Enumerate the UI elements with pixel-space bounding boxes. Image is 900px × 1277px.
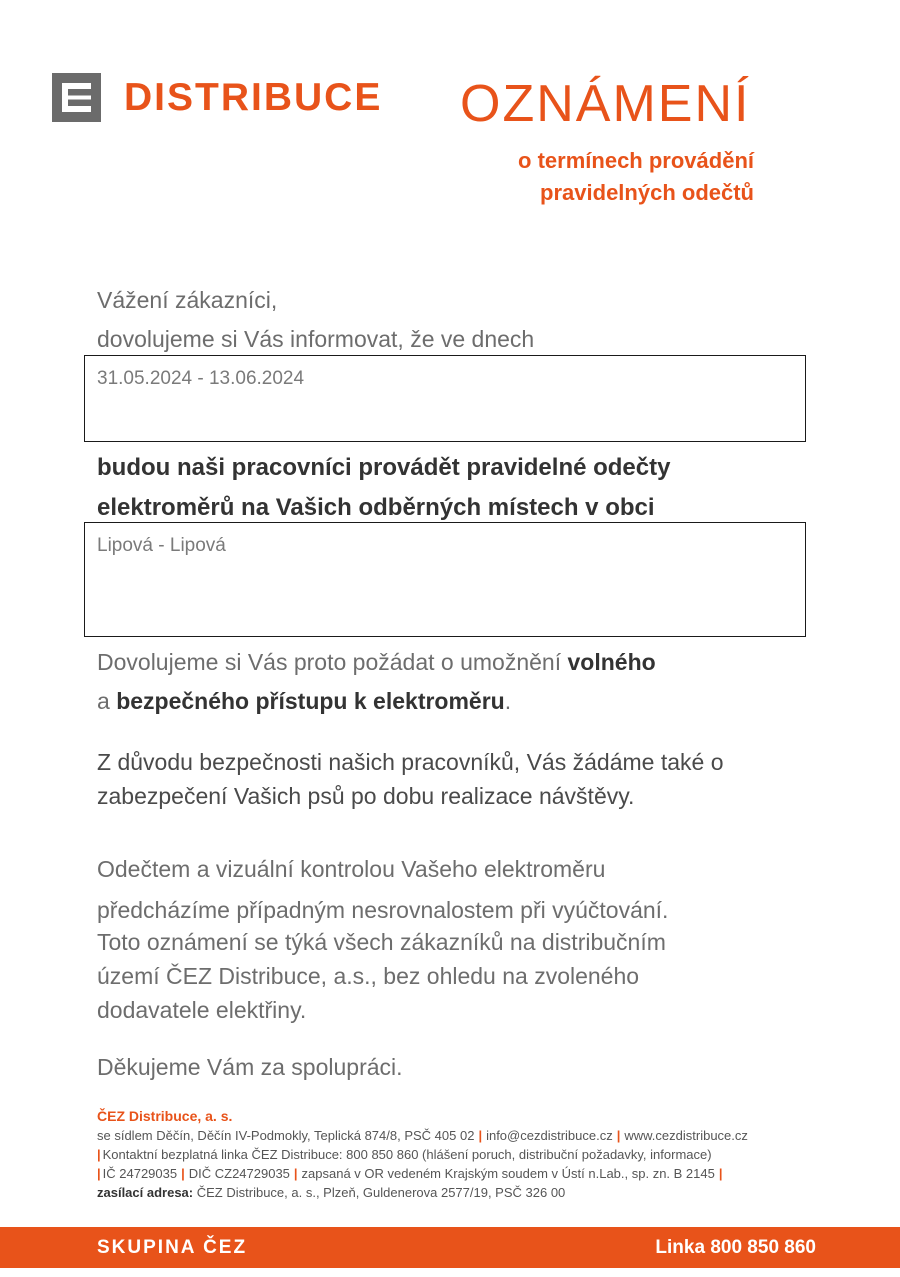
brand-name: DISTRIBUCE — [124, 76, 383, 119]
info-line-5: dodavatele elektřiny. — [97, 997, 307, 1023]
footer-email-link[interactable]: info@cezdistribuce.cz — [486, 1128, 613, 1143]
date-range-value: 31.05.2024 - 13.06.2024 — [97, 368, 305, 389]
footer-mail-label: zasílací adresa: — [97, 1185, 194, 1200]
footer-registry-line — [97, 1164, 748, 1183]
request-line-2 — [97, 684, 511, 718]
request-text-1: Dovolujeme si Vás proto požádat o umožnění — [97, 649, 568, 675]
separator: | — [293, 1166, 298, 1181]
footer-dic: DIČ CZ24729035 — [188, 1166, 290, 1181]
request-bold-1: volného — [567, 649, 656, 675]
request-text-2: a — [97, 688, 117, 714]
subtitle-line-2: pravidelných odečtů — [540, 180, 754, 205]
info-line-4: území ČEZ Distribuce, a.s., bez ohledu na zvoleného — [97, 963, 640, 989]
footer-hotline-info: Kontaktní bezplatná linka ČEZ Distribuce: 800 850 860 (hlášení poruch, distribuční požadavky, informace) — [102, 1147, 712, 1162]
separator: | — [97, 1147, 101, 1162]
location-value: Lipová - Lipová — [97, 535, 226, 556]
intro-text: dovolujeme si Vás informovat, že ve dnech — [97, 326, 535, 352]
hotline-label: Linka 800 850 860 — [655, 1237, 816, 1258]
separator: | — [97, 1166, 101, 1181]
group-label: SKUPINA ČEZ — [97, 1237, 248, 1258]
footer-ico: IČ 24729035 — [102, 1166, 178, 1181]
request-line-1 — [97, 645, 656, 679]
lead-line-1: budou naši pracovníci provádět pravidelné odečty — [97, 454, 671, 481]
notice-subtitle — [440, 145, 754, 209]
subtitle-line-1: o termínech provádění — [518, 148, 754, 173]
lead-line-2: elektroměrů na Vašich odběrných místech v obci — [97, 494, 655, 521]
separator: | — [616, 1128, 621, 1143]
footer-hotline-line — [97, 1145, 748, 1164]
safety-line-2: zabezpečení Vašich psů po dobu realizace návštěvy. — [97, 783, 635, 809]
company-name: ČEZ Distribuce, a. s. — [97, 1108, 233, 1124]
footer-mail-line — [97, 1183, 748, 1202]
separator: | — [181, 1166, 185, 1181]
date-range-box — [84, 355, 806, 442]
separator: | — [718, 1166, 723, 1181]
footer-mail-address: ČEZ Distribuce, a. s., Plzeň, Guldenerova 2577/19, PSČ 326 00 — [196, 1185, 566, 1200]
footer-address: se sídlem Děčín, Děčín IV-Podmokly, Teplická 874/8, PSČ 405 02 — [97, 1128, 475, 1143]
info-line-2: předcházíme případným nesrovnalostem při vyúčtování. — [97, 897, 669, 923]
thanks-text: Děkujeme Vám za spolupráci. — [97, 1054, 403, 1080]
bottom-bar — [0, 1227, 900, 1268]
info-line-3: Toto oznámení se týká všech zákazníků na distribučním — [97, 929, 666, 955]
footer-web-link[interactable]: www.cezdistribuce.cz — [624, 1128, 748, 1143]
footer-registry: zapsaná v OR vedeném Krajským soudem v Ústí n.Lab., sp. zn. B 2145 — [301, 1166, 715, 1181]
footer-address-line — [97, 1126, 748, 1145]
request-end: . — [504, 688, 512, 714]
cez-logo-icon — [52, 73, 101, 122]
info-line-1: Odečtem a vizuální kontrolou Vašeho elektroměru — [97, 856, 606, 882]
request-bold-2: bezpečného přístupu k elektroměru — [116, 688, 505, 714]
notice-title: OZNÁMENÍ — [460, 75, 751, 133]
lead-text — [97, 448, 670, 528]
company-footer — [97, 1107, 748, 1202]
safety-line-1: Z důvodu bezpečnosti našich pracovníků, Vás žádáme také o — [97, 749, 724, 775]
greeting: Vážení zákazníci, — [97, 287, 278, 313]
location-box — [84, 522, 806, 637]
separator: | — [478, 1128, 483, 1143]
